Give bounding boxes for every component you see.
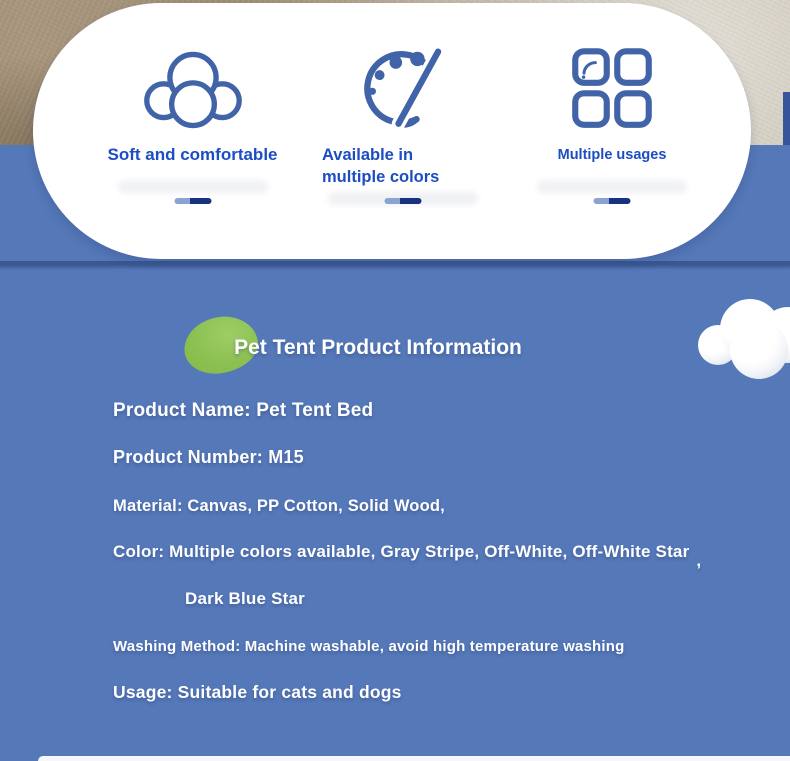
palette-icon [318, 42, 488, 130]
feature-multiple-usages [532, 42, 692, 166]
progress-dash [385, 198, 422, 204]
progress-dash [174, 198, 211, 204]
grid-icon [532, 42, 692, 130]
feature-label-line1: Available in [322, 146, 414, 164]
features-card [33, 3, 751, 259]
product-color-line [113, 542, 702, 570]
product-number-line: Product Number: M15 [113, 447, 304, 467]
section-heading [0, 312, 756, 376]
feature-label: Soft and comfortable [107, 145, 278, 164]
feature-soft-comfortable [85, 42, 300, 166]
color-text: Color: Multiple colors available, Gray Stripe, Off-White, Off-White Star [113, 542, 690, 561]
feature-multiple-colors [318, 42, 488, 188]
product-washing-line: Washing Method: Machine washable, avoid high temperature washing [113, 638, 625, 655]
trailing-comma: , [696, 551, 702, 570]
product-color-line2: Dark Blue Star [185, 589, 305, 608]
progress-dash [594, 198, 631, 204]
product-name-line: Product Name: Pet Tent Bed [113, 400, 374, 421]
right-edge-accent [783, 92, 790, 145]
cloud-icon [85, 42, 300, 130]
product-usage-line: Usage: Suitable for cats and dogs [113, 682, 402, 702]
page-title: Pet Tent Product Information [234, 336, 522, 359]
label-shadow-band [537, 180, 687, 193]
feature-label: Multiple usages [557, 147, 667, 163]
product-material-line: Material: Canvas, PP Cotton, Solid Wood, [113, 497, 445, 515]
feature-label-line2: multiple colors [322, 168, 440, 186]
section-divider-shadow [0, 261, 790, 270]
next-section-edge [38, 756, 790, 761]
label-shadow-band [118, 180, 268, 193]
